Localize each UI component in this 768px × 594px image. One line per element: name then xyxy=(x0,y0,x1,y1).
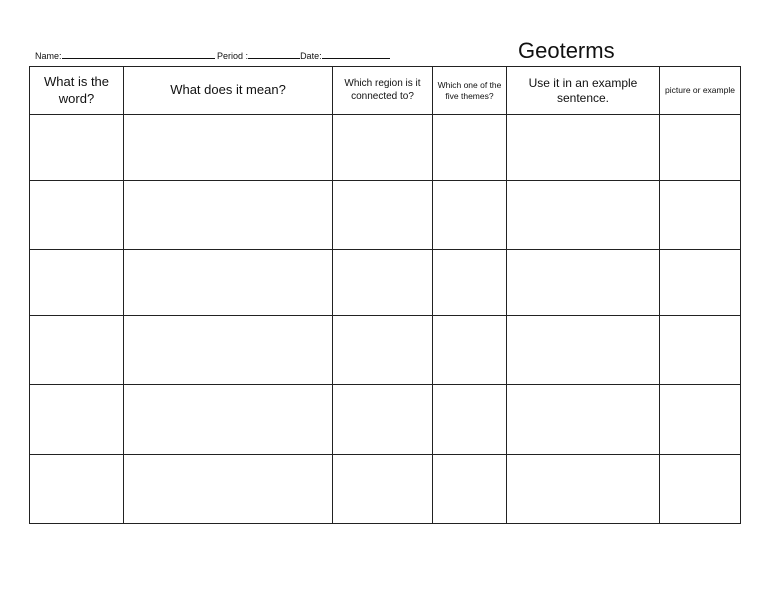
table-cell[interactable] xyxy=(507,316,660,385)
table-cell[interactable] xyxy=(660,250,741,316)
table-body xyxy=(30,115,741,524)
table-cell[interactable] xyxy=(660,115,741,181)
table-cell[interactable] xyxy=(30,115,124,181)
table-cell[interactable] xyxy=(333,250,433,316)
column-header-region: Which region is it connected to? xyxy=(333,67,433,115)
table-cell[interactable] xyxy=(124,455,333,524)
table-cell[interactable] xyxy=(507,181,660,250)
table-cell[interactable] xyxy=(30,385,124,455)
table-row xyxy=(30,181,741,250)
table-cell[interactable] xyxy=(660,455,741,524)
table-row xyxy=(30,250,741,316)
table-cell[interactable] xyxy=(433,115,507,181)
table-cell[interactable] xyxy=(433,250,507,316)
table-cell[interactable] xyxy=(660,316,741,385)
table-cell[interactable] xyxy=(433,385,507,455)
page-title: Geoterms xyxy=(518,38,615,63)
table-cell[interactable] xyxy=(507,250,660,316)
table-cell[interactable] xyxy=(433,316,507,385)
geoterms-table xyxy=(29,66,741,524)
table-row xyxy=(30,316,741,385)
name-label: Name: xyxy=(35,51,62,61)
table-row xyxy=(30,115,741,181)
table-row xyxy=(30,455,741,524)
column-header-word: What is the word? xyxy=(30,67,124,115)
table-row xyxy=(30,385,741,455)
date-blank[interactable] xyxy=(322,49,390,59)
column-header-picture: picture or example xyxy=(660,67,741,115)
table-cell[interactable] xyxy=(660,385,741,455)
table-cell[interactable] xyxy=(30,316,124,385)
period-blank[interactable] xyxy=(248,49,300,59)
column-header-theme: Which one of the five themes? xyxy=(433,67,507,115)
student-info-line xyxy=(35,49,390,61)
column-header-meaning: What does it mean? xyxy=(124,67,333,115)
table-cell[interactable] xyxy=(124,181,333,250)
table-cell[interactable] xyxy=(433,455,507,524)
table-cell[interactable] xyxy=(507,115,660,181)
table-cell[interactable] xyxy=(124,316,333,385)
table-cell[interactable] xyxy=(30,455,124,524)
table-cell[interactable] xyxy=(333,115,433,181)
table-cell[interactable] xyxy=(30,181,124,250)
period-label: Period : xyxy=(217,51,249,61)
table-cell[interactable] xyxy=(333,316,433,385)
table-cell[interactable] xyxy=(124,385,333,455)
table-cell[interactable] xyxy=(333,385,433,455)
table-cell[interactable] xyxy=(660,181,741,250)
table-cell[interactable] xyxy=(124,115,333,181)
table-cell[interactable] xyxy=(30,250,124,316)
column-header-sentence: Use it in an example sentence. xyxy=(507,67,660,115)
table-cell[interactable] xyxy=(333,455,433,524)
header-row xyxy=(30,67,741,115)
table-cell[interactable] xyxy=(507,385,660,455)
table-cell[interactable] xyxy=(507,455,660,524)
date-label: Date: xyxy=(300,51,322,61)
table-cell[interactable] xyxy=(333,181,433,250)
table-cell[interactable] xyxy=(124,250,333,316)
table-cell[interactable] xyxy=(433,181,507,250)
name-blank[interactable] xyxy=(62,49,215,59)
